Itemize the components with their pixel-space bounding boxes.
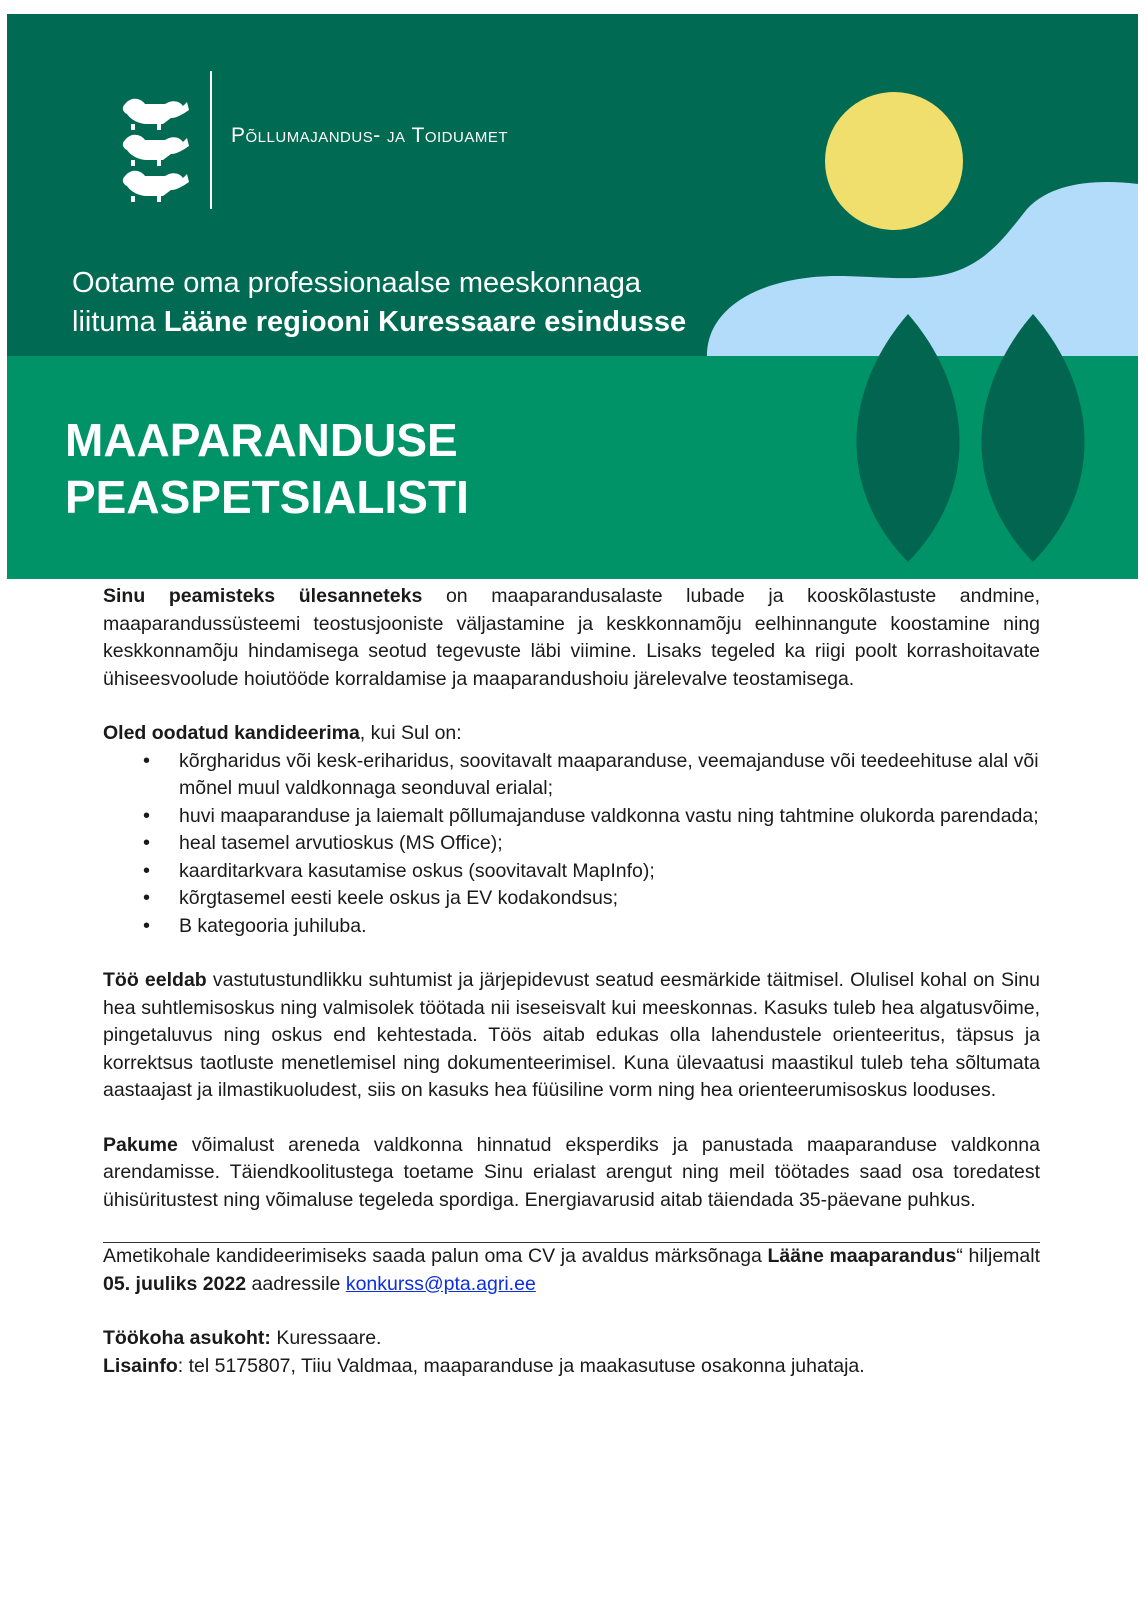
application-text-2: “ hiljemalt	[956, 1245, 1041, 1267]
intro-line-2-prefix: liituma	[72, 306, 164, 338]
offer-lead: Pakume	[103, 1133, 178, 1156]
contact-label: Lisainfo	[103, 1354, 178, 1377]
requirements-intro	[103, 720, 1040, 748]
offer-paragraph	[103, 1132, 1040, 1215]
expectations-paragraph	[103, 967, 1040, 1105]
contact-line	[103, 1353, 1040, 1381]
tasks-text: on maaparandusalaste lubade ja kooskõlastuste andmine, maaparandussüsteemi teostusjooniste väljastamine ja keskkonnamõju eelhinnangute koostamine ning keskkonnamõju hindamisega seotud tegevuste läbi viimine. Lisaks tegeled ka riigi poolt korrashoitavate ühiseesvoolude hoiutööde korraldamise ja maaparandushoiu järelevalve teostamisega.	[103, 585, 1041, 690]
location-label: Töökoha asukoht:	[103, 1327, 271, 1349]
location-value: Kuressaare.	[270, 1327, 382, 1349]
list-item: • B kategooria juhiluba.	[179, 913, 1040, 941]
spacer	[103, 693, 1040, 720]
job-description	[103, 583, 1040, 1380]
list-item: • kõrgtasemel eesti keele oskus ja EV kodakondsus;	[179, 885, 1040, 913]
requirements-lead-rest: , kui Sul on:	[359, 722, 462, 744]
intro-text	[72, 264, 772, 342]
job-title-line-1: MAAPARANDUSE	[65, 414, 458, 466]
list-item: • kaarditarkvara kasutamise oskus (soovitavalt MapInfo);	[179, 858, 1040, 886]
application-keyword: Lääne maaparandus	[767, 1245, 957, 1267]
spacer	[103, 1105, 1040, 1132]
location-line	[103, 1325, 1040, 1353]
spacer	[103, 1298, 1040, 1325]
application-deadline: 05. juuliks 2022	[103, 1272, 247, 1295]
sun-shape	[825, 92, 963, 230]
expectations-lead: Töö eeldab	[103, 969, 207, 991]
job-title-line-2: PEASPETSIALISTI	[65, 471, 469, 523]
list-item: • huvi maaparanduse ja laiemalt põllumajanduse valdkonna vastu ning tahtmine olukorda parendada;	[179, 803, 1040, 831]
list-item: • heal tasemel arvutioskus (MS Office);	[179, 830, 1040, 858]
email-link[interactable]: konkurss@pta.agri.ee	[345, 1272, 536, 1295]
application-text-3: aadressile	[246, 1272, 346, 1295]
tasks-lead: Sinu peamisteks ülesanneteks	[103, 585, 423, 607]
tasks-paragraph	[103, 583, 1040, 693]
header-banner	[7, 14, 1138, 579]
requirements-lead: Oled oodatud kandideerima	[103, 722, 360, 744]
list-item: • kõrgharidus või kesk-eriharidus, soovitavalt maaparanduse, veemajanduse või teedeehituse alal või mõnel muul valdkonnaga seonduval erialal;	[179, 748, 1040, 803]
requirements-list	[103, 748, 1040, 941]
application-text-1: Ametikohale kandideerimiseks saada palun oma CV ja avaldus märksõnaga	[103, 1245, 768, 1267]
spacer	[103, 940, 1040, 967]
offer-text: võimalust areneda valdkonna hinnatud eksperdiks ja panustada maaparanduse valdkonna arendamisse. Täiendkoolitustega toetame Sinu erialast arengut ning meil töötades saad osa toredatest ühisüritustest ning võimaluse tegeleda spordiga. Energiavarusid aitab täiendada 35-päevane puhkus.	[103, 1133, 1040, 1211]
intro-line-1: Ootame oma professionaalse meeskonnaga	[72, 267, 642, 299]
job-title	[65, 412, 469, 526]
coat-of-arms-logo	[117, 94, 197, 204]
expectations-text: vastutustundlikku suhtumist ja järjepidevust seatud eesmärkide täitmisel. Olulisel kohal on Sinu hea suhtlemisoskus ning valmisolek töötada nii iseseisvalt kui meeskonnas. Kasuks tuleb hea algatusvõime, pingetaluvus ning oskus end kehtestada. Töös aitab edukas olla lahendustele orienteeritus, täpsus ja korrektsus taotluste menetlemisel ning dokumenteerimisel. Kuna ülevaatusi maastikul tuleb teha sõltumata aastaajast ja ilmastikuoludest, siis on kasuks hea füüsiline vorm ning hea orienteerumisoskus looduses.	[103, 969, 1040, 1101]
intro-line-2-bold: Lääne regiooni Kuressaare esindusse	[163, 306, 687, 338]
contact-value: : tel 5175807, Tiiu Valdmaa, maaparanduse ja maakasutuse osakonna juhataja.	[177, 1354, 865, 1377]
logo-divider	[210, 71, 212, 209]
organization-name: Põllumajandus- ja Toiduamet	[231, 124, 508, 147]
application-paragraph	[103, 1243, 1040, 1298]
intro-line-2	[72, 303, 772, 342]
